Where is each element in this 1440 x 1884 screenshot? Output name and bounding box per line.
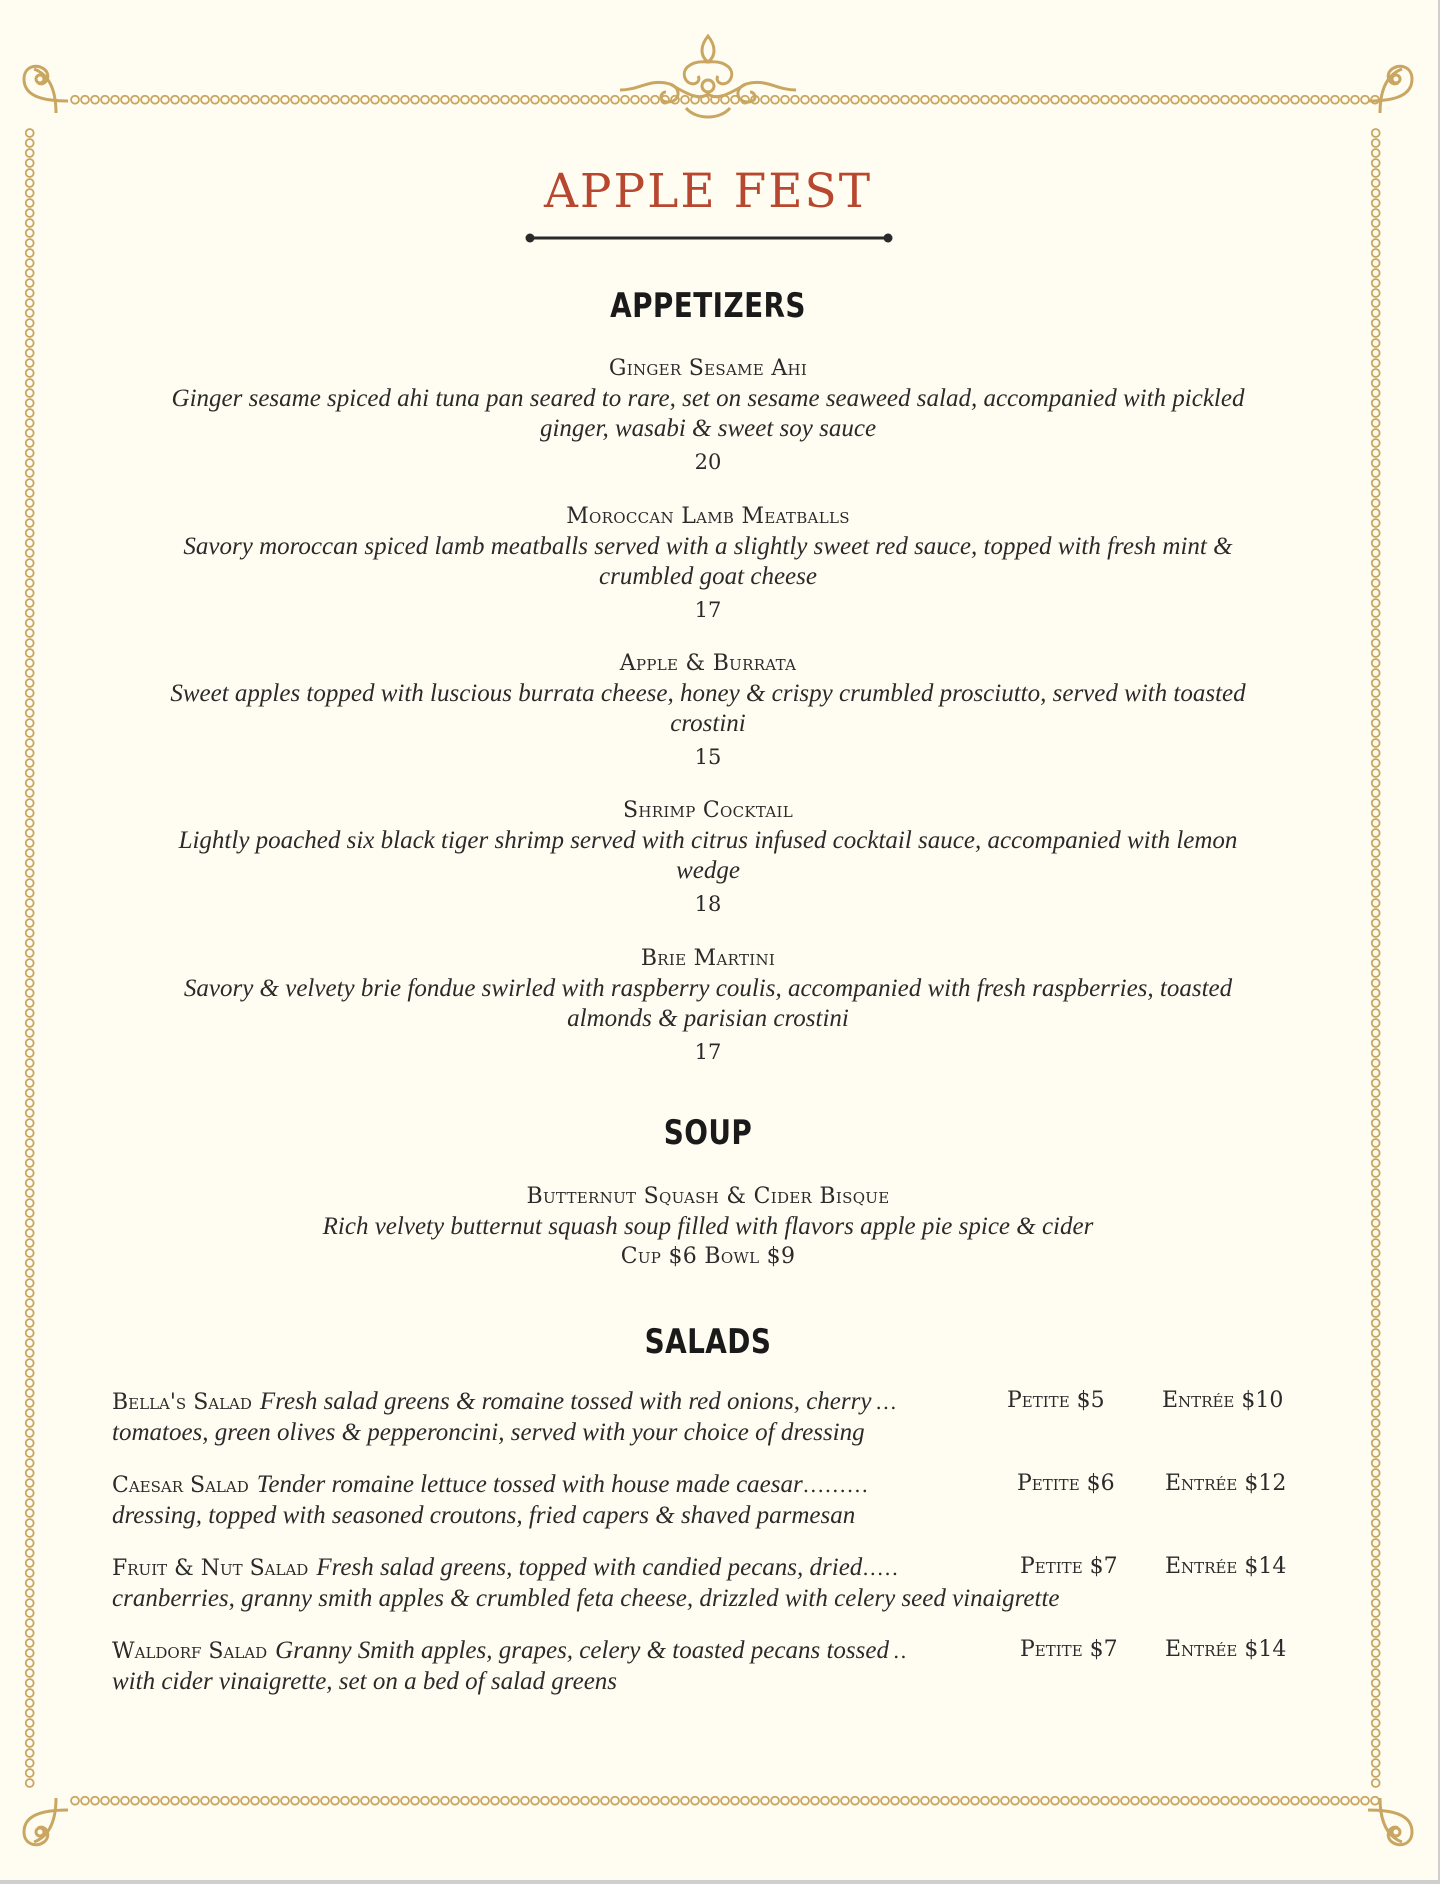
item-description: Ginger sesame spiced ahi tuna pan seared to rare, set on sesame seaweed salad, accompanied with pickled — [171, 385, 1245, 412]
menu-item-butternut-squash-bisque — [108, 1182, 1308, 1272]
item-description: with cider vinaigrette, set on a bed of salad greens — [112, 1668, 618, 1695]
item-description: crostini — [670, 710, 746, 737]
menu-item-ginger-sesame-ahi — [108, 354, 1308, 477]
item-description: Tender romaine lettuce tossed with house made caesar — [256, 1471, 803, 1498]
item-description: Lightly poached six black tiger shrimp served with citrus infused cocktail sauce, accompanied with lemon — [178, 827, 1238, 854]
item-name: Bella's Salad — [112, 1390, 252, 1415]
menu-item-brie-martini — [108, 944, 1308, 1067]
salads-heading: SALADS — [644, 1322, 772, 1362]
item-description: Fresh salad greens & romaine tossed with red onions, cherry — [259, 1388, 872, 1415]
entree-price: Entrée $14 — [1165, 1637, 1287, 1662]
petite-price: Petite $6 — [1017, 1471, 1115, 1496]
leader-dots: ... — [875, 1390, 898, 1414]
soup-heading: SOUP — [663, 1113, 753, 1153]
item-description: Savory moroccan spiced lamb meatballs served with a slightly sweet red sauce, topped with fresh mint & — [183, 533, 1233, 560]
appetizers-heading: APPETIZERS — [610, 286, 806, 326]
item-price: 18 — [694, 892, 722, 916]
menu-item-apple-burrata — [108, 649, 1308, 772]
item-price: 15 — [694, 745, 722, 769]
corner-flourish-icon — [1356, 55, 1426, 125]
item-description: tomatoes, green olives & pepperoncini, served with your choice of dressing — [112, 1419, 865, 1446]
frame-bottom-border — [70, 1793, 1380, 1807]
menu-title: APPLE FEST — [543, 164, 873, 219]
item-name: Brie Martini — [640, 946, 776, 971]
entree-price: Entrée $12 — [1165, 1471, 1287, 1496]
salad-item-fruit-nut — [112, 1554, 1312, 1614]
corner-flourish-icon — [10, 1786, 80, 1856]
item-name: Caesar Salad — [112, 1473, 249, 1498]
entree-price: Entrée $10 — [1162, 1388, 1284, 1413]
item-name: Moroccan Lamb Meatballs — [566, 504, 850, 529]
item-description: wedge — [676, 857, 740, 884]
item-description: ginger, wasabi & sweet soy sauce — [539, 415, 877, 442]
salad-item-waldorf — [112, 1637, 1312, 1697]
frame-left-border — [22, 128, 36, 1788]
leader-dots: .. — [892, 1639, 908, 1663]
leader-dots: ..... — [862, 1556, 900, 1580]
corner-flourish-icon — [1356, 1786, 1426, 1856]
item-name: Shrimp Cocktail — [622, 798, 794, 823]
salad-item-bellas — [112, 1388, 1312, 1448]
item-name: Butternut Squash & Cider Bisque — [526, 1184, 890, 1209]
item-name: Apple & Burrata — [619, 651, 797, 676]
item-description: cranberries, granny smith apples & crumbled feta cheese, drizzled with celery seed vinaigrette — [112, 1585, 1060, 1612]
item-description: almonds & parisian crostini — [567, 1005, 849, 1032]
item-description: Fresh salad greens, topped with candied pecans, dried — [316, 1554, 863, 1581]
item-description: Rich velvety butternut squash soup filled with flavors apple pie spice & cider — [322, 1213, 1094, 1240]
item-price: 20 — [694, 450, 722, 474]
item-price: 17 — [694, 1040, 722, 1064]
item-description: dressing, topped with seasoned croutons, fried capers & shaved parmesan — [112, 1502, 856, 1529]
item-description: crumbled goat cheese — [599, 563, 817, 590]
item-name: Waldorf Salad — [112, 1639, 268, 1664]
item-description: Granny Smith apples, grapes, celery & toasted pecans tossed — [275, 1637, 889, 1664]
item-description: Savory & velvety brie fondue swirled with raspberry coulis, accompanied with fresh raspberries, toasted — [183, 975, 1233, 1002]
petite-price: Petite $7 — [1020, 1554, 1118, 1579]
leader-dots: ......... — [802, 1473, 869, 1497]
petite-price: Petite $5 — [1007, 1388, 1105, 1413]
menu-item-shrimp-cocktail — [108, 796, 1308, 919]
top-ornament-icon — [610, 30, 806, 130]
salad-item-caesar — [112, 1471, 1312, 1531]
menu-item-moroccan-lamb-meatballs — [108, 502, 1308, 625]
petite-price: Petite $7 — [1020, 1637, 1118, 1662]
item-description: Sweet apples topped with luscious burrata cheese, honey & crispy crumbled prosciutto, served with toasted — [170, 680, 1246, 707]
item-name: Fruit & Nut Salad — [112, 1556, 309, 1581]
item-name: Ginger Sesame Ahi — [608, 356, 808, 381]
corner-flourish-icon — [10, 55, 80, 125]
entree-price: Entrée $14 — [1165, 1554, 1287, 1579]
frame-right-border — [1368, 128, 1382, 1788]
title-divider — [525, 232, 893, 244]
item-price: Cup $6 Bowl $9 — [620, 1244, 796, 1269]
item-price: 17 — [694, 598, 722, 622]
